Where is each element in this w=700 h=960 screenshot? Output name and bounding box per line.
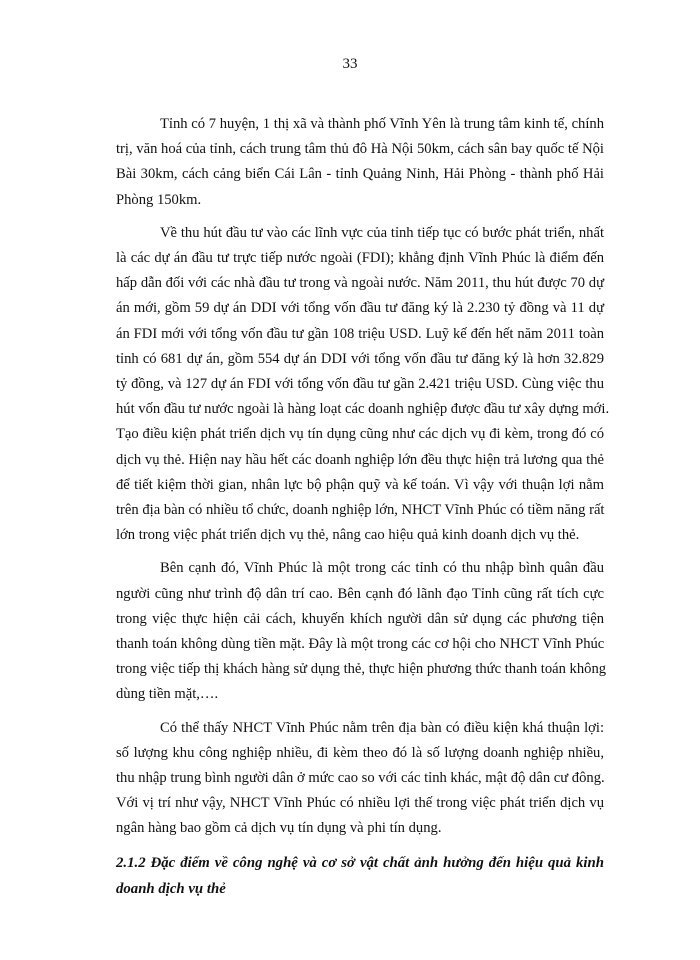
heading-line: 2.1.2 Đặc điểm về công nghệ và cơ sở vật chất ảnh hưởng đến hiệu quả kinh: [116, 854, 604, 871]
text-line: tỷ đồng, và 127 dự án FDI với tổng vốn đầu tư gần 2.421 triệu USD. Cùng việc thu: [116, 376, 604, 393]
text-line: Phòng 150km.: [116, 191, 202, 208]
text-line: thanh toán không dùng tiền mặt. Đây là một trong các cơ hội cho NHCT Vĩnh Phúc: [116, 636, 605, 653]
text-line: dịch vụ thẻ. Hiện nay hầu hết các doanh nghiệp lớn đều thực hiện trả lương qua thẻ: [116, 451, 604, 468]
text-line: Có thể thấy NHCT Vĩnh Phúc nằm trên địa bàn có điều kiện khá thuận lợi:: [160, 719, 604, 736]
text-line: trên địa bàn có nhiều tổ chức, doanh nghiệp lớn, NHCT Vĩnh Phúc có tiềm năng rất: [116, 502, 605, 519]
paragraph-investment: [116, 221, 610, 549]
text-line: án FDI mới với tổng vốn đầu tư gần 108 triệu USD. Luỹ kế đến hết năm 2011 toàn: [116, 325, 604, 342]
text-line: Với vị trí như vậy, NHCT Vĩnh Phúc có nhiều lợi thế trong việc phát triển dịch vụ: [116, 795, 604, 812]
section-heading: [116, 850, 604, 902]
text-line: Tỉnh có 7 huyện, 1 thị xã và thành phố Vĩnh Yên là trung tâm kinh tế, chính: [160, 116, 604, 132]
text-line: hấp dẫn đối với các nhà đầu tư trong và ngoài nước. Năm 2011, thu hút được 70 dự: [116, 275, 604, 292]
text-line: để tiết kiệm thời gian, nhân lực bộ phận quỹ và kế toán. Vì vậy với thuận lợi nằm: [116, 476, 604, 493]
text-line: trị, văn hoá của tỉnh, cách trung tâm thủ đô Hà Nội 50km, cách sân bay quốc tế Nội: [116, 141, 604, 158]
text-line: là các dự án đầu tư trực tiếp nước ngoài (FDI); khẳng định Vĩnh Phúc là điểm đến: [116, 250, 604, 267]
paragraph-location: [116, 112, 604, 213]
text-line: trong việc thực hiện cải cách, khuyến khích người dân sử dụng các phương tiện: [116, 610, 604, 627]
text-line: trong việc tiếp thị khách hàng sử dụng thẻ, thực hiện phương thức thanh toán không: [116, 661, 607, 678]
text-line: án mới, gồm 59 dự án DDI với tổng vốn đầu tư đăng ký là 2.230 tỷ đồng và 11 dự: [116, 300, 604, 317]
text-line: số lượng khu công nghiệp nhiều, đi kèm theo đó là số lượng doanh nghiệp nhiều,: [116, 744, 604, 761]
text-line: Bài 30km, cách cảng biển Cái Lân - tỉnh Quảng Ninh, Hải Phòng - thành phố Hải: [116, 166, 604, 183]
text-line: Bên cạnh đó, Vĩnh Phúc là một trong các tỉnh có thu nhập bình quân đầu: [160, 560, 604, 577]
heading-line: doanh dịch vụ thẻ: [116, 880, 226, 897]
text-line: Tạo điều kiện phát triển dịch vụ tín dụng cũng như các dịch vụ đi kèm, trong đó có: [116, 426, 604, 443]
page-number: 33: [342, 56, 358, 72]
text-line: Về thu hút đầu tư vào các lĩnh vực của tỉnh tiếp tục có bước phát triển, nhất: [160, 224, 604, 241]
text-line: dùng tiền mặt,….: [116, 686, 219, 703]
text-line: lớn trong việc phát triển dịch vụ thẻ, nâng cao hiệu quả kinh doanh dịch vụ thẻ.: [116, 527, 580, 544]
page-content: [116, 112, 610, 902]
paragraph-income: [116, 556, 607, 707]
text-line: người cũng như trình độ dân trí cao. Bên cạnh đó lãnh đạo Tỉnh cũng rất tích cực: [116, 585, 604, 602]
text-line: thu nhập trung bình người dân ở mức cao so với các tỉnh khác, mật độ dân cư đông.: [116, 770, 605, 787]
text-line: tỉnh có 681 dự án, gồm 554 dự án DDI với tổng vốn đầu tư đăng ký là hơn 32.829: [116, 350, 604, 367]
text-line: ngân hàng bao gồm cả dịch vụ tín dụng và phi tín dụng.: [116, 820, 442, 837]
text-line: hút vốn đầu tư nước ngoài là hàng loạt các doanh nghiệp được đầu tư xây dựng mới.: [116, 401, 610, 418]
paragraph-summary: [116, 716, 604, 842]
